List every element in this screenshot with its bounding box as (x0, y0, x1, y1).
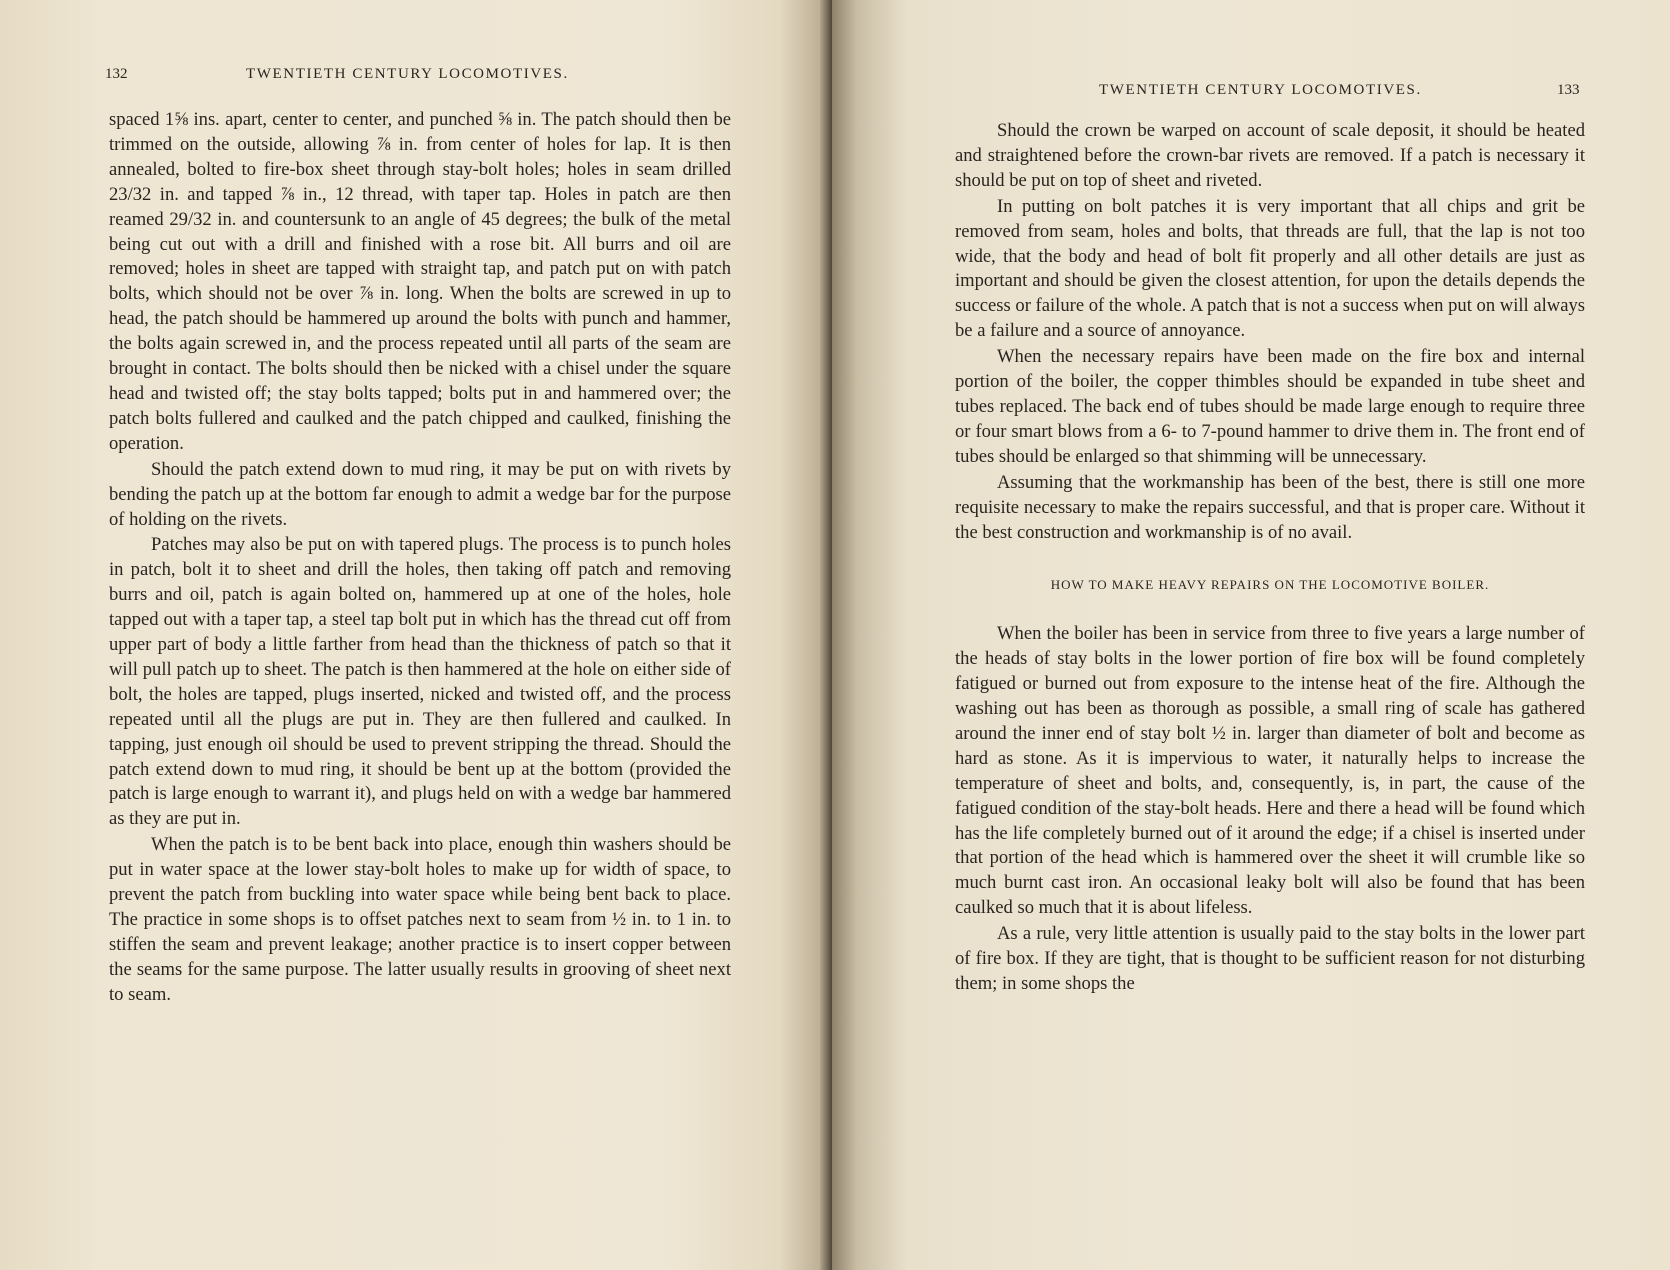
paragraph: spaced 1⅝ ins. apart, center to center, and punched ⅝ in. The patch should then be trimmed on the outside, allowing ⅞ in. from center of holes for lap. It is then annealed, bolted to fire-box sheet through stay-bolt holes; holes in seam drilled 23/32 in. and tapped ⅞ in., 12 thread, with taper tap. Holes in patch are then reamed 29/32 in. and countersunk to an angle of 45 degrees; the bulk of the metal being cut out with a drill and finished with a rose bit. All burrs and oil are removed; holes in sheet are tapped with straight tap, and patch put on with patch bolts, which should not be over ⅞ in. long. When the bolts are screwed in up to head, the patch should be hammered up around the bolts with punch and hammer, the bolts again screwed in, and the process repeated until all parts of the seam are brought in contact. The bolts should then be nicked with a chisel under the square head and twisted off; the stay bolts tapped; bolts put in and hammered over; the patch bolts fullered and caulked and the patch chipped and caulked, finishing the operation. (109, 109, 731, 454)
paragraph: When the necessary repairs have been made on the fire box and internal portion of the boiler, the copper thimbles should be expanded in tube sheet and tubes replaced. The back end of tubes should be made large enough to require three or four smart blows from a 6- to 7-pound hammer to drive them in. The front end of tubes should be enlarged so that shimming will be unnecessary. (955, 346, 1585, 467)
paragraph: Assuming that the workmanship has been of the best, there is still one more requisite necessary to make the repairs successful, and that is proper care. Without it the best construction and workmanship is of no avail. (955, 471, 1585, 543)
right-page (832, 0, 1670, 1270)
paragraph: As a rule, very little attention is usually paid to the stay bolts in the lower part of fire box. If they are tight, that is thought to be sufficient reason for not disturbing them; in some shops the (955, 923, 1585, 994)
section-heading: HOW TO MAKE HEAVY REPAIRS ON THE LOCOMOTIVE BOILER. (1050, 577, 1490, 593)
page-number-left: 132 (105, 66, 128, 82)
paragraph: Should the patch extend down to mud ring, it may be put on with rivets by bending the patch up at the bottom far enough to admit a wedge bar for the purpose of holding on the rivets. (109, 458, 731, 530)
right-page-body (955, 119, 1585, 997)
paragraph: When the boiler has been in service from three to five years a large number of the heads of stay bolts in the lower portion of fire box will be found completely fatigued or burned out from exposure to the intense heat of the fire. Although the washing out has been as thorough as possible, a small ring of scale has gathered around the inner end of stay bolt ½ in. larger than diameter of bolt and become as hard as stone. As it is impervious to water, it naturally helps to increase the temperature of sheet and bolts, and, consequently, is, in part, the cause of the fatigued condition of the stay-bolt heads. Here and there a head will be found which has the life completely burned out of it around the edge; if a chisel is inserted under that portion of the head which is hammered over the sheet it will crumble like so much burnt cast iron. An occasional leaky bolt will also be found that has been caulked so much that it is about lifeless. (955, 623, 1585, 919)
left-page-body (109, 108, 731, 1008)
running-head-left: TWENTIETH CENTURY LOCOMOTIVES. (246, 66, 569, 82)
page-number-right: 133 (1557, 82, 1580, 98)
paragraph: Should the crown be warped on account of scale deposit, it should be heated and straightened before the crown-bar rivets are removed. If a patch is necessary it should be put on top of sheet and riveted. (955, 120, 1585, 191)
left-page (0, 0, 828, 1270)
running-head-right: TWENTIETH CENTURY LOCOMOTIVES. (1099, 82, 1422, 98)
paragraph: Patches may also be put on with tapered plugs. The process is to punch holes in patch, bolt it to sheet and drill the holes, then taking off patch and removing burrs and oil, patch is again bolted on, hammered up at one of the holes, hole tapped out with a taper tap, a steel tap bolt put in which has the thread cut off from upper part of body a little farther from head than the thickness of patch so that it will pull patch up to sheet. The patch is then hammered at the hole on either side of bolt, the holes are tapped, plugs inserted, nicked and twisted off, and the process repeated until all the plugs are put in. They are then fullered and caulked. In tapping, just enough oil should be used to prevent stripping the thread. Should the patch extend down to mud ring, it should be bent up at the bottom (provided the patch is large enough to warrant it), and plugs held on with a wedge bar hammered as they are put in. (109, 534, 731, 830)
paragraph: When the patch is to be bent back into place, enough thin washers should be put in water space at the lower stay-bolt holes to make up for width of space, to prevent the patch from buckling into water space while being bent back to place. The practice in some shops is to offset patches next to seam from ½ in. to 1 in. to stiffen the seam and prevent leakage; another practice is to insert copper between the seams for the same purpose. The latter usually results in grooving of sheet next to seam. (109, 834, 731, 1005)
paragraph: In putting on bolt patches it is very important that all chips and grit be removed from seam, holes and bolts, that threads are full, that the lap is not too wide, that the body and head of bolt fit properly and all other details are just as important and should be given the closest attention, for upon the details depends the success or failure of the whole. A patch that is not a success when put on will always be a failure and a source of annoyance. (955, 195, 1585, 342)
